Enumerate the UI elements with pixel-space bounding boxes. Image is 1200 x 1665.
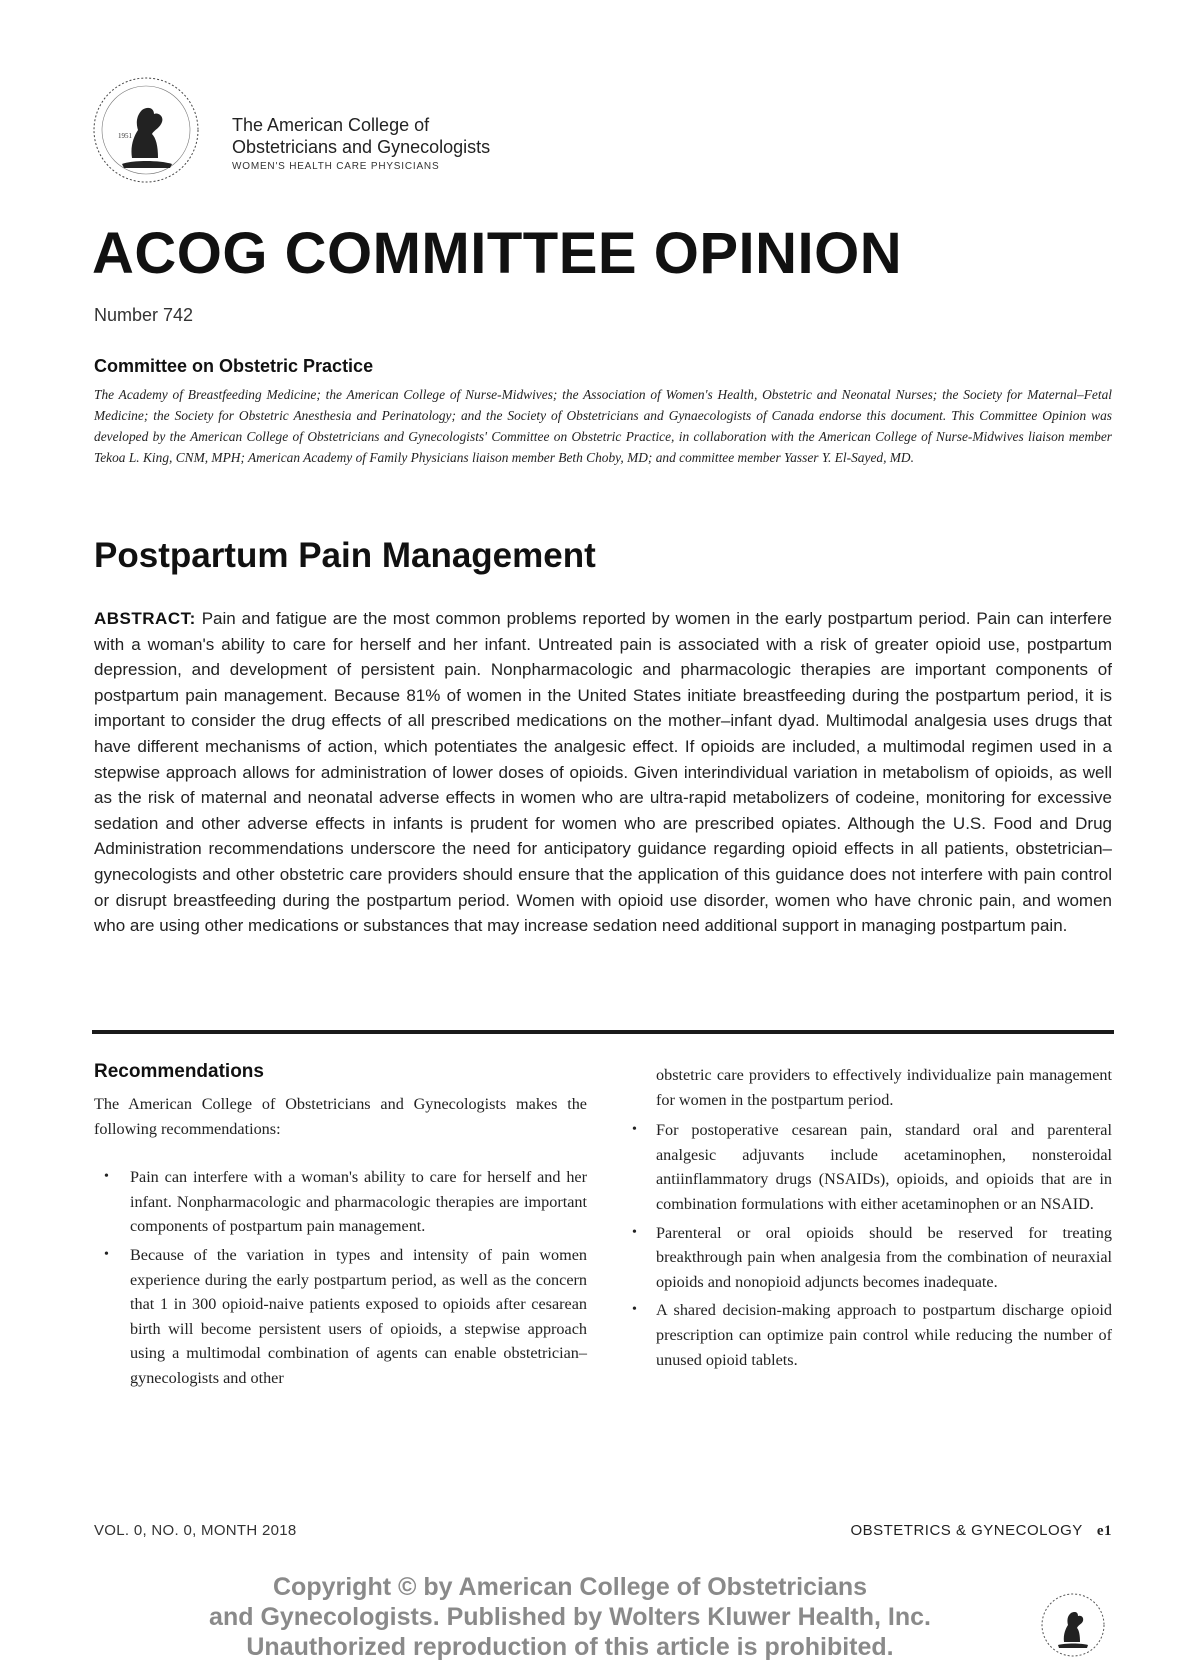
recommendations-right-column xyxy=(632,1063,1112,1376)
bullet-icon: • xyxy=(632,1224,637,1240)
section-divider xyxy=(92,1030,1114,1034)
publisher-seal-icon xyxy=(1040,1592,1106,1658)
org-name-line2: Obstetricians and Gynecologists xyxy=(232,137,491,157)
bullet-icon: • xyxy=(104,1246,109,1262)
org-name-line1: The American College of xyxy=(232,115,430,135)
document-number: Number 742 xyxy=(94,305,194,325)
document-title: ACOG COMMITTEE OPINION xyxy=(92,221,903,286)
list-item xyxy=(94,1243,587,1391)
bullet-icon: • xyxy=(632,1302,637,1318)
footer-journal xyxy=(850,1522,1112,1540)
abstract-text: Pain and fatigue are the most common problems reported by women in the early postpartum period. Pain can interfere with a woman's ability to care for herself and her infant. Untreated pain is associated with a risk of greater opioid use, postpartum depression, and development of persistent pain. Nonpharmacologic and pharmacologic therapies are important components of postpartum pain management. Because 81% of women in the United States initiate breastfeeding during the postpartum period, it is important to consider the drug effects of all prescribed medications on the mother–infant dyad. Multimodal analgesia uses drugs that have different mechanisms of action, which potentiates the analgesic effect. If opioids are included, a multimodal regimen used in a stepwise approach allows for administration of lower doses of opioids. Given interindividual variation in metabolism of opioids, as well as the risk of maternal and neonatal adverse effects in women who are ultra-rapid metabolizers of codeine, monitoring for excessive sedation and other adverse effects in infants is prudent for women who are prescribed opiates. Although the U.S. Food and Drug Administration recommendations underscore the need for anticipatory guidance regarding opioid effects in all patients, obstetrician–gynecologists and other obstetric care providers should ensure that the application of this guidance does not interfere with pain control or disrupt breastfeeding during the postpartum period. Women with opioid use disorder, women who have chronic pain, and women who are using other medications or substances that may increase sedation need additional support in managing postpartum pain. xyxy=(94,609,1112,936)
list-item-text: A shared decision-making approach to postpartum discharge opioid prescription can optimize pain control while reducing the number of unused opioid tablets. xyxy=(656,1301,1112,1369)
copyright-line3: Unauthorized reproduction of this article is prohibited. xyxy=(246,1633,894,1661)
recommendations-list-left xyxy=(94,1165,587,1390)
copyright-notice xyxy=(130,1572,1010,1662)
list-item-text: For postoperative cesarean pain, standard oral and parenteral analgesic adjuvants include acetaminophen, nonsteroidal antiinflammatory drugs (NSAIDs), opioids, and opioids that are in combination formulations with either acetaminophen or an NSAID. xyxy=(656,1121,1112,1213)
svg-text:1951: 1951 xyxy=(118,132,132,140)
abstract-label: ABSTRACT: xyxy=(94,609,196,628)
list-item-continuation: obstetric care providers to effectively individualize pain management for women in the postpartum period. xyxy=(656,1066,1112,1109)
committee-title: Committee on Obstetric Practice xyxy=(94,356,374,376)
list-item-text: Because of the variation in types and intensity of pain women experience during the early postpartum period, as well as the concern that 1 in 300 opioid-naive patients exposed to opioids after cesarean birth will become persistent users of opioids, a stepwise approach using a multimodal combination of agents can enable obstetrician–gynecologists and other xyxy=(130,1245,587,1387)
list-item-text: Parenteral or oral opioids should be reserved for treating breakthrough pain when analgesia from the combination of neuraxial opioids and nonopioid adjuncts becomes inadequate. xyxy=(656,1223,1112,1291)
list-item xyxy=(94,1165,587,1239)
org-block xyxy=(232,114,490,172)
recommendations-intro: The American College of Obstetricians and Gynecologists makes the following recommendations: xyxy=(94,1095,587,1138)
list-item xyxy=(632,1221,1112,1295)
bullet-icon: • xyxy=(104,1169,109,1185)
copyright-line2: and Gynecologists. Published by Wolters Kluwer Health, Inc. xyxy=(209,1603,931,1631)
footer-journal-name: OBSTETRICS & GYNECOLOGY xyxy=(850,1522,1083,1539)
abstract xyxy=(94,606,1112,939)
list-item-text: Pain can interfere with a woman's ability to care for herself and her infant. Nonpharmacologic and pharmacologic therapies are important components of postpartum pain management. xyxy=(130,1168,587,1236)
recommendations-left-column xyxy=(94,1060,587,1395)
bullet-icon: • xyxy=(632,1122,637,1138)
list-item xyxy=(632,1298,1112,1372)
recommendations-heading: Recommendations xyxy=(94,1061,264,1082)
article-title: Postpartum Pain Management xyxy=(94,536,596,575)
org-tagline: WOMEN'S HEALTH CARE PHYSICIANS xyxy=(232,161,440,172)
acog-seal-icon xyxy=(92,76,200,184)
page-number: e1 xyxy=(1096,1523,1112,1539)
endorsement-text: The Academy of Breastfeeding Medicine; the American College of Nurse-Midwives; the Association of Women's Health, Obstetric and Neonatal Nurses; the Society for Maternal–Fetal Medicine; the Society for Obstetric Anesthesia and Perinatology; and the Society of Obstetricians and Gynaecologists of Canada endorse this document. This Committee Opinion was developed by the American College of Obstetricians and Gynecologists' Committee on Obstetric Practice, in collaboration with the American College of Nurse-Midwives liaison member Tekoa L. King, CNM, MPH; American Academy of Family Physicians liaison member Beth Choby, MD; and committee member Yasser Y. El-Sayed, MD. xyxy=(94,387,1112,465)
list-item xyxy=(632,1118,1112,1216)
footer-volume: VOL. 0, NO. 0, MONTH 2018 xyxy=(94,1522,297,1539)
recommendations-list-right xyxy=(632,1118,1112,1372)
copyright-line1: Copyright © by American College of Obstetricians xyxy=(273,1573,867,1601)
